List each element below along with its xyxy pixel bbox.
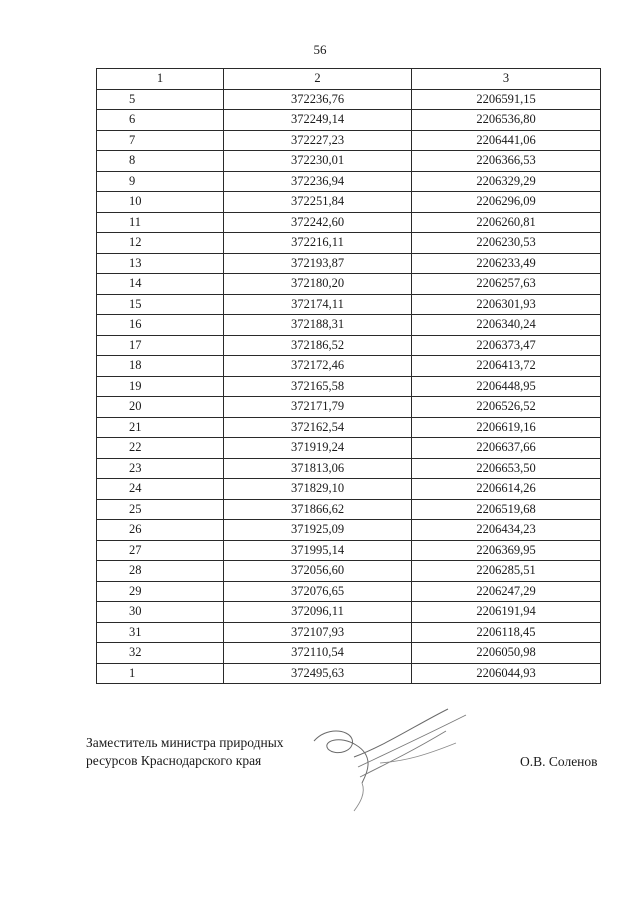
point-number-cell: 6 [97, 110, 224, 131]
y-coordinate-cell: 2206285,51 [412, 561, 601, 582]
point-number-cell: 8 [97, 151, 224, 172]
x-coordinate-cell: 372056,60 [224, 561, 412, 582]
table-row [97, 110, 601, 131]
table-row [97, 376, 601, 397]
y-coordinate-cell: 2206369,95 [412, 540, 601, 561]
point-number-cell: 19 [97, 376, 224, 397]
point-number-cell: 15 [97, 294, 224, 315]
x-coordinate-cell: 372172,46 [224, 356, 412, 377]
table-row [97, 130, 601, 151]
y-coordinate-cell: 2206260,81 [412, 212, 601, 233]
point-number-cell: 29 [97, 581, 224, 602]
table-row [97, 417, 601, 438]
x-coordinate-cell: 372180,20 [224, 274, 412, 295]
point-number-cell: 7 [97, 130, 224, 151]
table-row [97, 171, 601, 192]
table-row [97, 212, 601, 233]
column-header-1: 1 [97, 69, 224, 90]
y-coordinate-cell: 2206591,15 [412, 89, 601, 110]
y-coordinate-cell: 2206526,52 [412, 397, 601, 418]
table-row [97, 294, 601, 315]
table-row [97, 89, 601, 110]
y-coordinate-cell: 2206050,98 [412, 643, 601, 664]
page-number: 56 [313, 42, 327, 57]
table-row [97, 151, 601, 172]
x-coordinate-cell: 372096,11 [224, 602, 412, 623]
coordinates-table [96, 68, 601, 684]
table-row [97, 499, 601, 520]
table-row [97, 622, 601, 643]
point-number-cell: 25 [97, 499, 224, 520]
point-number-cell: 16 [97, 315, 224, 336]
x-coordinate-cell: 372174,11 [224, 294, 412, 315]
point-number-cell: 5 [97, 89, 224, 110]
x-coordinate-cell: 372251,84 [224, 192, 412, 213]
table-row [97, 438, 601, 459]
point-number-cell: 1 [97, 663, 224, 684]
x-coordinate-cell: 372076,65 [224, 581, 412, 602]
signatory-title [86, 734, 284, 770]
table-row [97, 397, 601, 418]
point-number-cell: 11 [97, 212, 224, 233]
table-row [97, 356, 601, 377]
y-coordinate-cell: 2206118,45 [412, 622, 601, 643]
x-coordinate-cell: 371829,10 [224, 479, 412, 500]
table-row [97, 253, 601, 274]
y-coordinate-cell: 2206373,47 [412, 335, 601, 356]
y-coordinate-cell: 2206230,53 [412, 233, 601, 254]
x-coordinate-cell: 371813,06 [224, 458, 412, 479]
x-coordinate-cell: 372242,60 [224, 212, 412, 233]
signatory-title-line-2: ресурсов Краснодарского края [86, 753, 262, 768]
table-row [97, 520, 601, 541]
x-coordinate-cell: 372107,93 [224, 622, 412, 643]
table-row [97, 581, 601, 602]
table-row [97, 643, 601, 664]
x-coordinate-cell: 371866,62 [224, 499, 412, 520]
y-coordinate-cell: 2206413,72 [412, 356, 601, 377]
x-coordinate-cell: 371995,14 [224, 540, 412, 561]
y-coordinate-cell: 2206619,16 [412, 417, 601, 438]
point-number-cell: 31 [97, 622, 224, 643]
point-number-cell: 21 [97, 417, 224, 438]
y-coordinate-cell: 2206441,06 [412, 130, 601, 151]
point-number-cell: 14 [97, 274, 224, 295]
signatory-name: О.В. Соленов [520, 754, 598, 769]
table-row [97, 315, 601, 336]
y-coordinate-cell: 2206044,93 [412, 663, 601, 684]
x-coordinate-cell: 372495,63 [224, 663, 412, 684]
point-number-cell: 32 [97, 643, 224, 664]
y-coordinate-cell: 2206233,49 [412, 253, 601, 274]
x-coordinate-cell: 372171,79 [224, 397, 412, 418]
point-number-cell: 13 [97, 253, 224, 274]
point-number-cell: 10 [97, 192, 224, 213]
x-coordinate-cell: 372188,31 [224, 315, 412, 336]
x-coordinate-cell: 372216,11 [224, 233, 412, 254]
point-number-cell: 26 [97, 520, 224, 541]
point-number-cell: 23 [97, 458, 224, 479]
point-number-cell: 12 [97, 233, 224, 254]
point-number-cell: 18 [97, 356, 224, 377]
table-row [97, 458, 601, 479]
y-coordinate-cell: 2206257,63 [412, 274, 601, 295]
table-row [97, 602, 601, 623]
table-row [97, 233, 601, 254]
y-coordinate-cell: 2206329,29 [412, 171, 601, 192]
point-number-cell: 20 [97, 397, 224, 418]
table-row [97, 540, 601, 561]
x-coordinate-cell: 372110,54 [224, 643, 412, 664]
x-coordinate-cell: 371919,24 [224, 438, 412, 459]
y-coordinate-cell: 2206247,29 [412, 581, 601, 602]
point-number-cell: 28 [97, 561, 224, 582]
y-coordinate-cell: 2206296,09 [412, 192, 601, 213]
y-coordinate-cell: 2206340,24 [412, 315, 601, 336]
point-number-cell: 24 [97, 479, 224, 500]
column-header-2: 2 [224, 69, 412, 90]
y-coordinate-cell: 2206637,66 [412, 438, 601, 459]
point-number-cell: 22 [97, 438, 224, 459]
x-coordinate-cell: 372186,52 [224, 335, 412, 356]
x-coordinate-cell: 372165,58 [224, 376, 412, 397]
y-coordinate-cell: 2206366,53 [412, 151, 601, 172]
x-coordinate-cell: 371925,09 [224, 520, 412, 541]
y-coordinate-cell: 2206301,93 [412, 294, 601, 315]
table-row [97, 561, 601, 582]
y-coordinate-cell: 2206519,68 [412, 499, 601, 520]
y-coordinate-cell: 2206653,50 [412, 458, 601, 479]
handwritten-signature [296, 705, 496, 815]
y-coordinate-cell: 2206448,95 [412, 376, 601, 397]
column-header-3: 3 [412, 69, 601, 90]
table-row [97, 663, 601, 684]
signatory-title-line-1: Заместитель министра природных [86, 735, 284, 750]
x-coordinate-cell: 372230,01 [224, 151, 412, 172]
point-number-cell: 27 [97, 540, 224, 561]
point-number-cell: 17 [97, 335, 224, 356]
table-row [97, 335, 601, 356]
point-number-cell: 9 [97, 171, 224, 192]
point-number-cell: 30 [97, 602, 224, 623]
x-coordinate-cell: 372227,23 [224, 130, 412, 151]
table-row [97, 274, 601, 295]
table-row [97, 192, 601, 213]
table-header-row [97, 69, 601, 90]
x-coordinate-cell: 372162,54 [224, 417, 412, 438]
x-coordinate-cell: 372193,87 [224, 253, 412, 274]
y-coordinate-cell: 2206614,26 [412, 479, 601, 500]
x-coordinate-cell: 372236,76 [224, 89, 412, 110]
y-coordinate-cell: 2206434,23 [412, 520, 601, 541]
y-coordinate-cell: 2206536,80 [412, 110, 601, 131]
x-coordinate-cell: 372236,94 [224, 171, 412, 192]
x-coordinate-cell: 372249,14 [224, 110, 412, 131]
y-coordinate-cell: 2206191,94 [412, 602, 601, 623]
table-row [97, 479, 601, 500]
